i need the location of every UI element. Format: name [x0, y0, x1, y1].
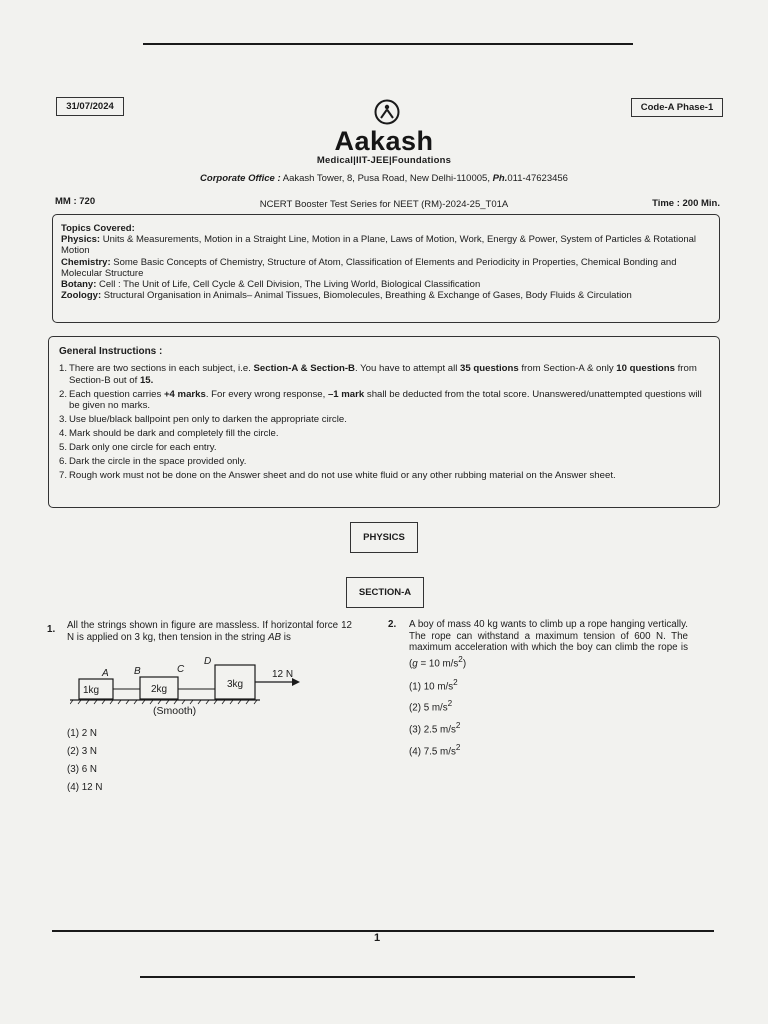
aakash-logo-icon	[374, 99, 400, 125]
q1-option-2: (2) 3 N	[67, 746, 97, 757]
q2-option-4: (4) 7.5 $m/s^2$	[409, 743, 461, 758]
block-1kg-label: 1kg	[82, 685, 100, 696]
q1-option-1: (1) 2 N	[67, 728, 97, 739]
instruction-3: 3. Use blue/black ballpoint pen only to darken the appropriate circle.	[59, 414, 347, 426]
q2-number: 2.	[388, 619, 397, 630]
date-box: 31/07/2024	[56, 97, 124, 116]
topic-chemistry: Chemistry: Some Basic Concepts of Chemistry, Structure of Atom, Classification of Elements and Periodicity in Properties, Chemical Bonding and Molecular Structure	[61, 256, 677, 279]
q1-option-4: (4) 12 N	[67, 782, 103, 793]
instruction-7: 7. Rough work must not be done on the Answer sheet and do not use white fluid or any other rubbing material on the Answer sheet.	[59, 470, 616, 482]
block-3kg-label: 3kg	[226, 679, 244, 690]
phone-number: 011-47623456	[507, 173, 568, 184]
general-instructions-box	[48, 336, 720, 508]
instruction-6: 6. Dark the circle in the space provided only.	[59, 456, 247, 468]
instructions-list	[59, 363, 707, 484]
topic-physics: Physics: Units & Measurements, Motion in a Straight Line, Motion in a Plane, Laws of Motion, Work, Energy & Power, System of Particles & Rotational Motion	[61, 234, 697, 257]
q2-option-3: (3) 2.5 $m/s^2$	[409, 721, 461, 736]
instruction-2: 2. Each question carries +4 marks. For every wrong response, –1 mark shall be deducted from the total score. Unanswered/unattempted questions will be given no marks.	[59, 388, 702, 412]
q1-text: All the strings shown in figure are massless. If horizontal force 12 N is applied on 3 kg, then tension in the string AB is	[67, 620, 352, 643]
footer-rule	[140, 976, 635, 978]
q1-figure	[70, 652, 310, 718]
label-a: A	[102, 668, 109, 679]
topic-botany: Botany: Cell : The Unit of Life, Cell Cycle & Cell Division, The Living World, Biological Classification	[61, 279, 481, 291]
topics-covered-box	[52, 214, 720, 323]
q1-number: 1.	[47, 624, 56, 635]
top-rule	[143, 43, 633, 45]
instruction-4: 4. Mark should be dark and completely fill the circle.	[59, 428, 279, 440]
code-box: Code-A Phase-1	[631, 98, 723, 117]
instruction-5: 5. Dark only one circle for each entry.	[59, 442, 217, 454]
office-label: Corporate Office :	[200, 173, 281, 184]
time-limit: Time : 200 Min.	[652, 198, 720, 209]
max-marks: MM : 720	[55, 196, 96, 207]
q2-option-1: (1) 10 $m/s^2$	[409, 678, 458, 693]
topics-title: Topics Covered:	[61, 223, 135, 234]
q2-text: A boy of mass 40 kg wants to climb up a rope hanging vertically. The rope can withstand a maximum tension of 600 N. The maximum acceleration with which the boy can climb the rope is (g = 10 $m/s^2$)	[409, 619, 688, 670]
page-number: 1	[374, 932, 381, 944]
subject-heading: PHYSICS	[350, 522, 418, 553]
force-arrowhead	[292, 678, 300, 686]
label-c: C	[177, 664, 185, 675]
instruction-1: 1. There are two sections in each subject, i.e. Section-A & Section-B. You have to attempt all 35 questions from Section-A & only 10 questions from Section-B out of 15.	[59, 363, 697, 386]
surface-label: (Smooth)	[153, 705, 197, 717]
q2-option-2: (2) 5 $m/s^2$	[409, 699, 453, 714]
section-heading: SECTION-A	[346, 577, 424, 608]
block-2kg-label: 2kg	[150, 684, 168, 695]
corporate-office	[0, 173, 768, 184]
brand-logo-text: Aakash	[334, 126, 434, 156]
office-address: Aakash Tower, 8, Pusa Road, New Delhi-110005,	[282, 173, 490, 184]
label-b: B	[134, 666, 141, 677]
force-label: 12 N	[272, 669, 294, 680]
topic-zoology: Zoology: Structural Organisation in Animals– Animal Tissues, Biomolecules, Breathing & Exchange of Gases, Body Fluids & Circulation	[61, 290, 632, 302]
test-name: NCERT Booster Test Series for NEET (RM)-2024-25_T01A	[259, 199, 509, 210]
label-d: D	[204, 656, 212, 667]
phone-label: Ph.	[492, 173, 508, 184]
q1-option-3: (3) 6 N	[67, 764, 97, 775]
brand-tagline: Medical|IIT-JEE|Foundations	[316, 155, 452, 166]
bottom-rule	[52, 930, 714, 932]
instructions-title: General Instructions :	[59, 346, 163, 357]
